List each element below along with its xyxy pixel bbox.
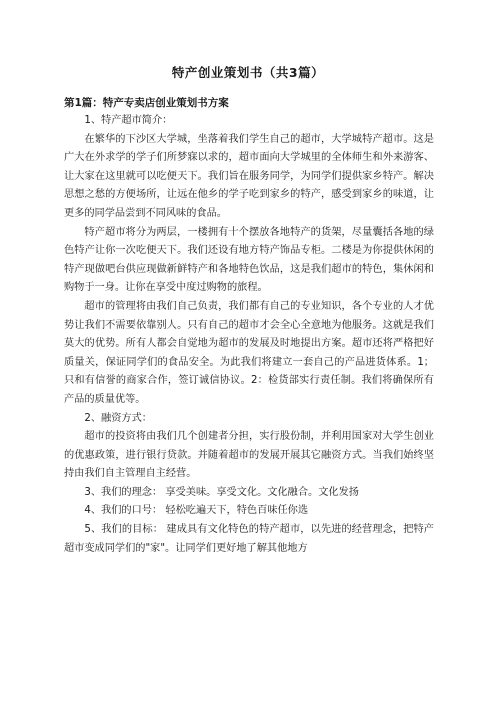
paragraph-management: 超市的管理将由我们自己负责，我们都有自己的专业知识，各个专业的人才优势让我们不需要依靠别人。只有自己的超市才会全心全意地为他服务。这就是我们莫大的优势。所有人都会自觉地为超市的发展及时地提出方案。超市还将严格把好质量关，保证同学们的食品安全。为此我们将建立一套自己的产品进货体系。1；只和有信誉的商家合作，签订诚信协议。2：检货部实行责任制。我们将确保所有产品的质量优等。 <box>64 300 434 405</box>
paragraph-slogan: 4、我们的口号： 轻松吃遍天下，特色百味任你选 <box>84 505 309 517</box>
document-body <box>64 112 434 558</box>
paragraph-intro-heading: 1、特产超市简介： <box>84 115 173 126</box>
paragraph-philosophy: 3、我们的理念： 享受美味。享受文化。文化融合。文化发扬 <box>84 486 359 498</box>
paragraph-intro: 在繁华的下沙区大学城，坐落着我们学生自己的超市，大学城特产超市。这是广大在外求学的学子们所梦寐以求的，超市面向大学城里的全体师生和外来游客、让大家在这里就可以吃便天下。我们旨在服务同学，为同学们提供家乡特产。解决思想之愁的方便场所，让远在他乡的学子吃到家乡的特产，感受到家乡的味道，让更多的同学品尝到不同风味的食品。 <box>64 133 434 219</box>
paragraph-financing-heading: 2、融资方式： <box>84 412 152 424</box>
paragraph-layout: 特产超市将分为两层，一楼拥有十个摆放各地特产的货架，尽量囊括各地的绿色特产让你一次吃便天下。我们还设有地方特产饰品专柜。二楼是为你提供休闲的特产现做吧台供应现做新鲜特产和各地特色饮品，这是我们超市的特色，集休闲和购物于一身。让你在享受中度过购物的旅程。 <box>64 226 434 294</box>
paragraph-financing: 超市的投资将由我们几个创建者分担，实行股份制，并利用国家对大学生创业的优惠政策，进行银行贷款。并随着超市的发展开展其它融资方式。当我们始终坚持由我们自主管理自主经营。 <box>64 431 434 480</box>
section-heading: 第1篇：特产专卖店创业策划书方案 <box>64 97 229 109</box>
document-title: 特产创业策划书（共3篇） <box>171 65 325 80</box>
paragraph-goal: 5、我们的目标： 建成具有文化特色的特产超市，以先进的经营理念，把特产超市变成同学们的"家"。让同学们更好地了解其他地方 <box>64 524 434 554</box>
